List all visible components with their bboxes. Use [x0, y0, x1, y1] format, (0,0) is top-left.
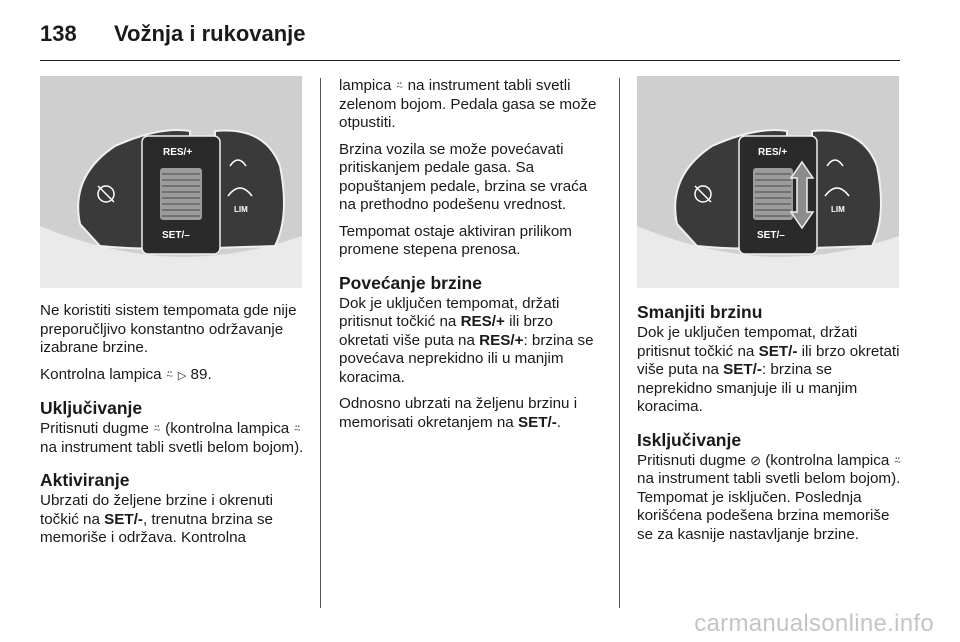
- page-number: 138: [40, 21, 77, 46]
- column-3: [637, 76, 903, 552]
- column-1: [40, 76, 304, 556]
- cruise-icon: ⍨: [293, 421, 302, 436]
- heading-ukljucivanje: Uključivanje: [40, 398, 143, 418]
- steering-wheel-thumbwheel-figure: [637, 76, 899, 288]
- paragraph-memorize: Odnosno ubrzati na željenu brzinu i memorisati okretanjem na SET/-.: [339, 395, 578, 431]
- svg-text:RES/+: RES/+: [163, 147, 193, 158]
- heading-povecanje-brzine: Povećanje brzine: [339, 272, 482, 293]
- heading-smanjiti-brzinu: Smanjiti brzinu: [637, 302, 763, 322]
- cruise-icon: ⍨: [165, 366, 174, 382]
- paragraph-aktiviranje: Ubrzati do željene brzine i okrenuti točkić na SET/-, trenutna brzina se memoriše i održava. Kontrolna: [40, 492, 273, 546]
- page-title: Vožnja i rukovanje: [114, 21, 306, 46]
- svg-text:RES/+: RES/+: [758, 147, 788, 158]
- steering-wheel-controls-figure: [40, 76, 302, 288]
- svg-text:LIM: LIM: [831, 205, 845, 214]
- cruise-icon: ⍨: [395, 78, 404, 93]
- watermark: carmanualsonline.info: [694, 610, 934, 637]
- paragraph-ukljucivanje: Pritisnuti dugme ⍨ (kontrolna lampica ⍨ na instrument tabli svetli belom bojom).: [40, 420, 304, 456]
- paragraph-smanjiti: Dok je uključen tempomat, držati pritisnut točkić na SET/- ili brzo okretati više puta na SET/-: brzina se neprekidno smanjuje ili u manjim koracima.: [637, 324, 900, 415]
- paragraph-green-lamp: lampica ⍨ na instrument tabli svetli zelenom bojom. Pedala gasa se može otpustiti.: [339, 77, 597, 131]
- header-rule: [40, 60, 900, 61]
- svg-text:LIM: LIM: [234, 205, 248, 214]
- paragraph-control-lamp: Kontrolna lampica ⍨ ▷ 89.: [40, 365, 212, 383]
- column-divider-1: [320, 78, 321, 608]
- column-2: [339, 77, 607, 440]
- cruise-icon: ⍨: [893, 452, 902, 468]
- cruise-control-buttons-illustration: [40, 76, 302, 288]
- paragraph-gear-change: Tempomat ostaje aktiviran prilikom promene stepena prenosa.: [339, 222, 572, 258]
- svg-text:SET/–: SET/–: [757, 230, 785, 241]
- svg-text:SET/–: SET/–: [162, 230, 190, 241]
- thumbwheel-illustration: [637, 76, 899, 288]
- column-divider-2: [619, 78, 620, 608]
- paragraph-iskljucivanje: Pritisnuti dugme ⊘ (kontrolna lampica ⍨ na instrument tabli svetli belom bojom). Tempomat je isključen. Poslednja korišćena podešena brzina memoriše se za kasnije nastavljanje brzine.: [637, 451, 902, 543]
- paragraph-accelerate: Brzina vozila se može povećavati pritiskanjem pedale gasa. Sa popuštanjem pedale, brzina se vraća na prethodno podešenu vrednost.: [339, 140, 588, 213]
- paragraph-povecanje: Dok je uključen tempomat, držati pritisnut točkić na RES/+ ili brzo okretati više puta na RES/+: brzina se povećava neprekidno ili u manjim koracima.: [339, 294, 594, 386]
- paragraph-warning: Ne koristiti sistem tempomata gde nije preporučljivo konstantno održavanje izabrane brzine.: [40, 302, 297, 356]
- cruise-off-icon: ⊘: [750, 452, 762, 468]
- heading-aktiviranje: Aktiviranje: [40, 470, 130, 490]
- cruise-icon: ⍨: [153, 421, 161, 436]
- page-reference: 89.: [190, 365, 212, 383]
- reference-arrow-icon: ▷: [177, 369, 187, 382]
- heading-iskljucivanje: Isključivanje: [637, 429, 742, 450]
- page-header: [40, 14, 306, 54]
